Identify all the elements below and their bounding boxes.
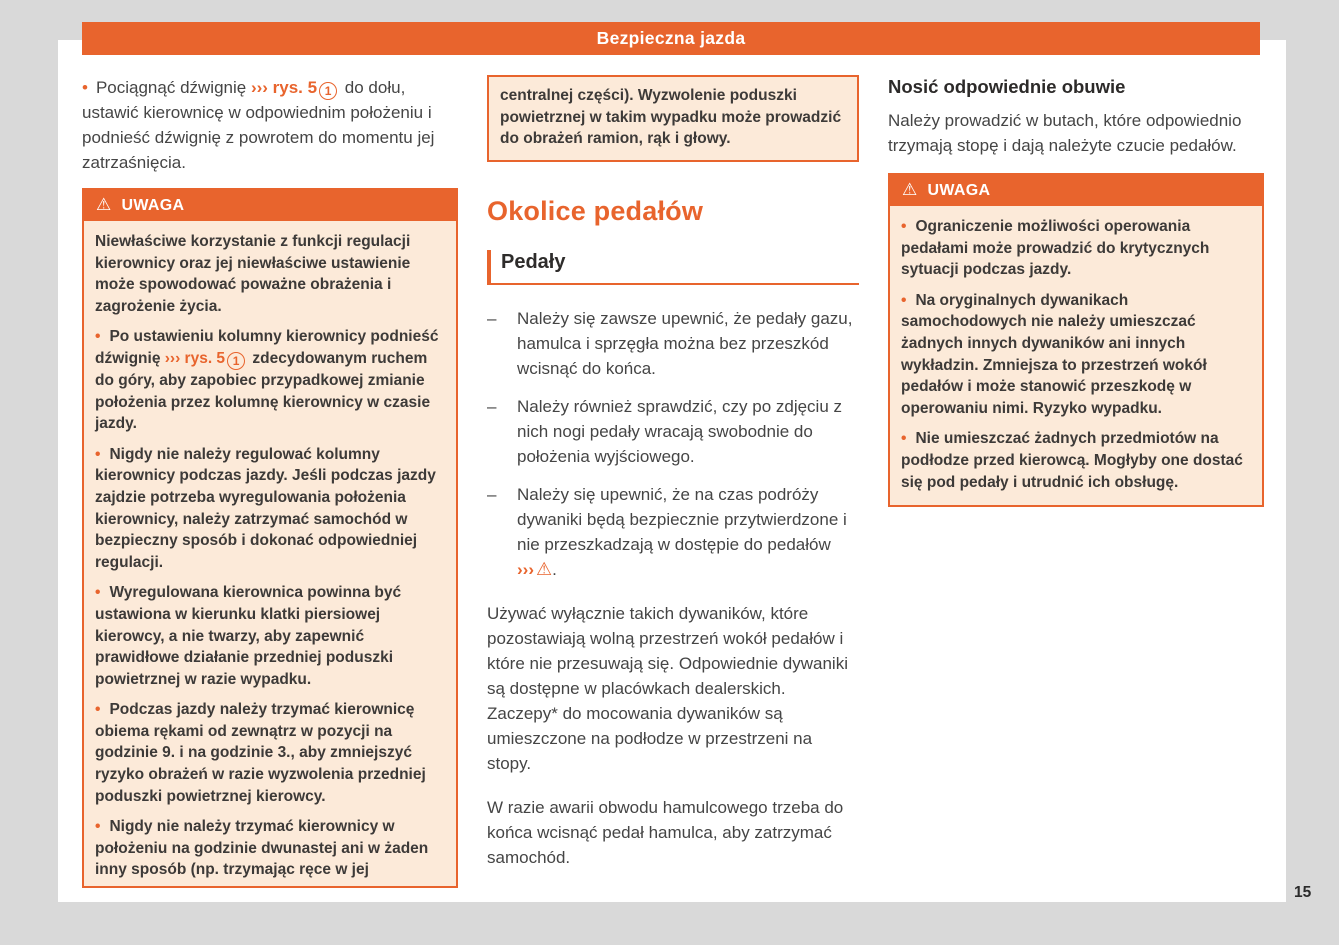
warning-triangle-icon: ⚠	[535, 558, 553, 580]
bullet-icon: •	[95, 701, 101, 719]
column-left	[82, 75, 458, 888]
dash-marker: –	[487, 396, 497, 416]
chapter-header-bar	[82, 22, 1260, 55]
dash-marker: –	[487, 308, 497, 328]
chapter-title: Bezpieczna jazda	[596, 28, 746, 48]
list-item	[487, 394, 859, 469]
figure-reference: ››› rys. 5	[250, 78, 318, 97]
footwear-heading: Nosić odpowiednie obuwie	[888, 76, 1126, 97]
bullet-icon: •	[95, 818, 101, 836]
warning-text: Podczas jazdy należy trzymać kierownicę obiema rękami od zewnątrz w pozycji na godzinie 9. i na godzinie 3., aby zmniejszyć ryzyko obrażeń w razie wyzwolenia przedniej poduszki powietrznej kierowcy.	[95, 701, 426, 805]
bullet-icon: •	[95, 445, 101, 463]
list-item	[487, 306, 859, 381]
list-item-text-post: .	[552, 559, 557, 579]
warning-bullet-item	[95, 582, 445, 690]
warning-bullet-item	[95, 444, 445, 574]
warning-text: Nigdy nie należy trzymać kierownicy w położeniu na godzinie dwunastej ani w żaden inny sposób (np. trzymając ręce w jej	[95, 818, 429, 879]
list-item	[487, 482, 859, 582]
column-right	[888, 75, 1264, 507]
bullet-icon: •	[901, 430, 907, 448]
column-middle	[487, 75, 859, 870]
subsection-title: Pedały	[501, 250, 566, 273]
pedal-checklist	[487, 306, 859, 582]
footwear-paragraph: Należy prowadzić w butach, które odpowiednio trzymają stopę i dają należyte czucie pedałów.	[888, 111, 1242, 155]
warning-bullet-item	[901, 216, 1251, 281]
warning-paragraph: Niewłaściwe korzystanie z funkcji regulacji kierownicy oraz jej niewłaściwe ustawienie może spowodować poważne obrażenia i zagrożenie życia.	[95, 233, 411, 315]
circled-number-icon: 1	[319, 82, 337, 100]
intro-text-cont: do dołu, ustawić kierownicę w odpowiednim położeniu i podnieść dźwignię z powrotem do momentu jej zatrzaśnięcia.	[82, 78, 435, 172]
warning-continuation-text: centralnej części). Wyzwolenie poduszki powietrznej w takim wypadku może prowadzić do obrażeń ramion, rąk i głowy.	[500, 87, 842, 148]
bullet-icon: •	[95, 584, 101, 602]
warning-box-body	[890, 206, 1262, 505]
warning-bullet-item	[901, 428, 1251, 493]
warning-box-header	[890, 175, 1262, 206]
warning-box-pedals	[888, 173, 1264, 507]
dash-marker: –	[487, 484, 497, 504]
warning-box-steering	[82, 188, 458, 888]
warning-text: Nigdy nie należy regulować kolumny kierownicy podczas jazdy. Jeśli podczas jazdy zajdzie potrzeba wyregulowania położenia kierownicy, należy zatrzymać samochód w bezpieczny sposób i dokonać odpowiedniej regulacji.	[95, 445, 436, 571]
warning-text: Ograniczenie możliwości operowania pedałami może prowadzić do krytycznych sytuacji podczas jazdy.	[901, 218, 1210, 279]
bullet-icon: •	[901, 291, 907, 309]
warning-box-title: UWAGA	[927, 181, 991, 199]
warning-triangle-icon: ⚠	[902, 180, 918, 200]
warning-bullet-item	[95, 816, 445, 881]
warning-text: Wyregulowana kierownica powinna być ustawiona w kierunku klatki piersiowej kierowcy, a nie twarzy, aby zapewnić prawidłowe działanie przedniej poduszki powietrznej w razie wypadku.	[95, 584, 402, 688]
warning-bullet-item	[901, 290, 1251, 420]
intro-paragraph	[82, 75, 458, 175]
warning-box-title: UWAGA	[121, 196, 185, 214]
warning-bullet-item	[95, 699, 445, 807]
warning-text: Na oryginalnych dywanikach samochodowych nie należy umieszczać żadnych innych dywaników ani innych wykładzin. Zmniejsza to przestrzeń wokół pedałów i może stanowić przeszkodę w operowaniu nimi. Ryzyko wypadku.	[901, 291, 1207, 417]
warning-bullet-item	[95, 326, 445, 434]
bullet-icon: •	[82, 78, 88, 97]
figure-reference: ››› rys. 5	[164, 349, 226, 367]
warning-text: Nie umieszczać żadnych przedmiotów na podłodze przed kierowcą. Mogłyby one dostać się pod pedały i utrudnić ich obsługę.	[901, 430, 1243, 491]
list-item-text-pre: Należy się upewnić, że na czas podróży dywaniki będą bezpiecznie przytwierdzone i nie przeszkadzają w dostępie do pedałów	[517, 484, 847, 554]
warning-triangle-icon: ⚠	[96, 195, 112, 215]
paragraph-brake-failure: W razie awarii obwodu hamulcowego trzeba do końca wcisnąć pedał hamulca, aby zatrzymać samochód.	[487, 797, 844, 867]
page-number: 15	[1294, 884, 1312, 901]
warning-text: Po ustawieniu kolumny kierownicy podnieść dźwignię	[95, 328, 439, 367]
list-item-text	[517, 482, 859, 582]
warning-text-cont: zdecydowanym ruchem do góry, aby zapobiec przypadkowej zmianie położenia przez kolumnę kierownicy w czasie jazdy.	[95, 349, 431, 433]
warning-continuation-box	[487, 75, 859, 162]
bullet-icon: •	[95, 328, 101, 346]
bullet-icon: •	[901, 218, 907, 235]
list-item-text: Należy również sprawdzić, czy po zdjęciu z nich nogi pedały wracają swobodnie do położenia wyjściowego.	[517, 396, 843, 466]
list-item-text: Należy się zawsze upewnić, że pedały gazu, hamulca i sprzęgła można bez przeszkód wcisnąć do końca.	[517, 308, 853, 378]
circled-number-icon: 1	[227, 352, 245, 370]
subsection-header	[487, 250, 859, 285]
warning-box-body	[84, 221, 456, 888]
intro-text: Pociągnąć dźwignię	[95, 78, 251, 97]
warning-box-header	[84, 190, 456, 221]
section-title: Okolice pedałów	[487, 195, 704, 226]
paragraph-floor-mats: Używać wyłącznie takich dywaników, które pozostawiają wolną przestrzeń wokół pedałów i które nie przesuwają się. Odpowiednie dywaniki są dostępne w placówkach dealerskich. Zaczepy* do mocowania dywaników są umieszczone na podłodze w przestrzeni na stopy.	[487, 603, 848, 773]
warning-reference: ›››	[517, 559, 534, 579]
